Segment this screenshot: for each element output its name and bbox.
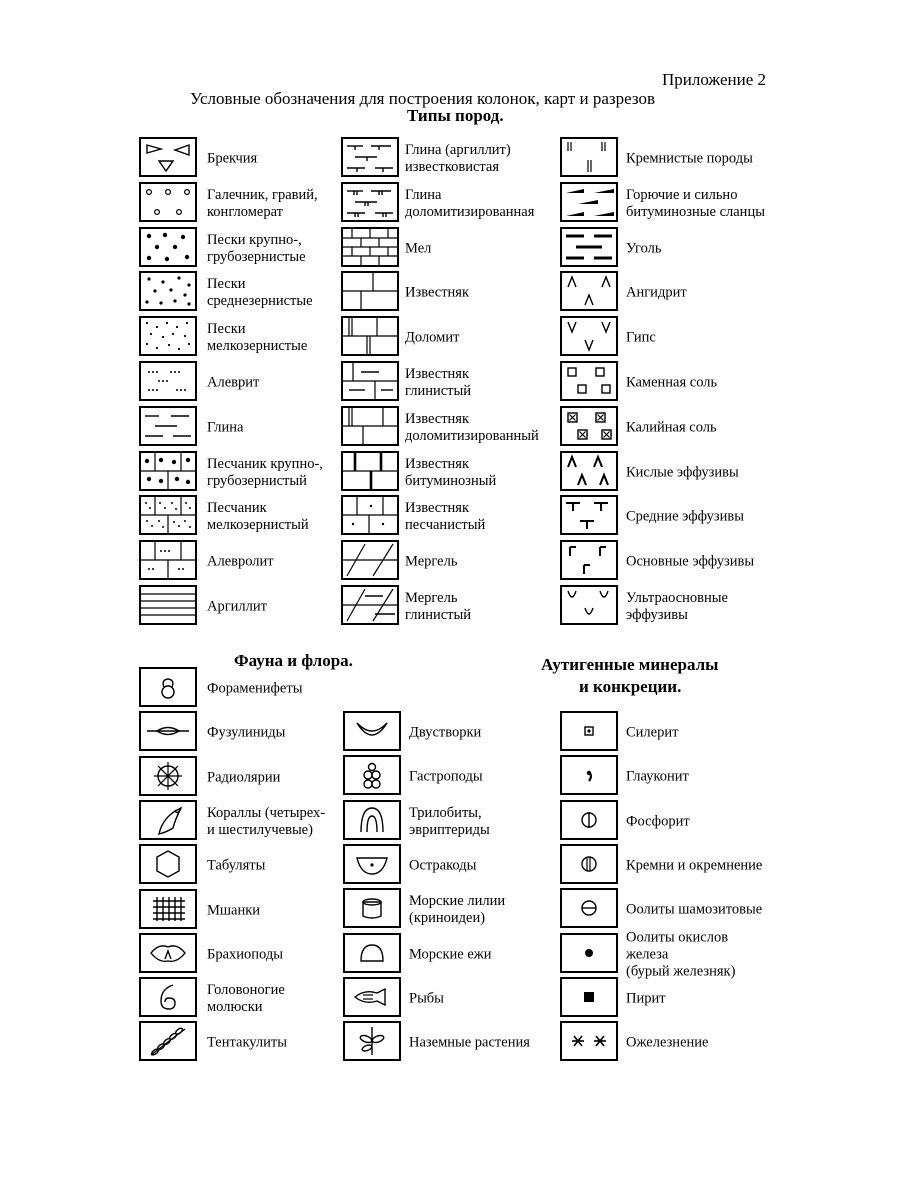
pebbles-icon (139, 182, 197, 222)
minerals-section-title-line1: Аутигенные минералы (541, 655, 719, 674)
legend-label: Трилобиты, эвриптериды (409, 804, 490, 838)
legend-entry (560, 361, 820, 405)
legend-label: Пески крупно-, грубозернистые (207, 231, 306, 265)
oil-shale-icon (560, 182, 618, 222)
intermediate-effusive-icon (560, 495, 618, 535)
crinoid-icon (343, 888, 401, 928)
legend-label: Пески мелкозернистые (207, 321, 308, 355)
legend-label: Калийная соль (626, 419, 717, 436)
legend-entry (560, 182, 820, 226)
legend-label: Горючие и сильно битуминозные сланцы (626, 186, 765, 220)
legend-entry (560, 271, 820, 315)
legend-label: Силерит (626, 724, 679, 741)
legend-label: Глауконит (626, 768, 689, 785)
legend-label: Кораллы (четырех- и шестилучевые) (207, 804, 326, 838)
trilobite-icon (343, 800, 401, 840)
legend-label: Мергель глинистый (405, 590, 472, 623)
legend-label: Известняк доломитизированный (405, 410, 539, 444)
legend-label: Кремнистые породы (626, 150, 753, 167)
fish-icon (343, 977, 401, 1017)
legend-entry (560, 1021, 820, 1065)
legend-label: Брахиоподы (207, 946, 283, 963)
legend-entry (560, 451, 820, 495)
legend-entry (560, 977, 820, 1021)
bryozoa-icon (139, 889, 197, 929)
bituminous-limestone-icon (341, 451, 399, 491)
legend-label: Глина (аргиллит) известковистая (405, 142, 511, 175)
phosphorite-icon (560, 800, 618, 840)
legend-label: Основные эффузивы (626, 553, 755, 570)
legend-entry (560, 844, 820, 888)
legend-label: Фузулиниды (207, 724, 286, 741)
ostracod-icon (343, 844, 401, 884)
legend-label: Песчаник мелкозернистый (207, 500, 309, 534)
tentaculite-icon (139, 1021, 197, 1061)
legend-label: Аргиллит (207, 598, 267, 615)
foraminifera-icon (139, 667, 197, 707)
radiolaria-icon (139, 756, 197, 796)
legend-label: Доломит (405, 329, 460, 346)
siderite-icon (560, 711, 618, 751)
legend-label: Мел (405, 240, 432, 257)
legend-label: Тентакулиты (207, 1034, 287, 1051)
legend-entry (139, 667, 399, 711)
legend-label: Уголь (626, 240, 662, 257)
legend-label: Оолиты окислов железа (бурый железняк) (626, 929, 736, 979)
legend-label: Ожелезнение (626, 1034, 709, 1051)
legend-label: Табуляты (207, 857, 266, 874)
breccia-icon (139, 137, 197, 177)
dolomite-icon (341, 316, 399, 356)
rock-types-title: Типы пород. (407, 106, 504, 125)
clay-icon (139, 406, 197, 446)
legend-label: Алевролит (207, 553, 274, 570)
legend-label: Радиолярии (207, 769, 281, 786)
legend-entry (560, 406, 820, 450)
coarse-sand-icon (139, 227, 197, 267)
legend-label: Рыбы (409, 990, 444, 1007)
marl-icon (341, 540, 399, 580)
fine-sand-icon (139, 316, 197, 356)
calcareous-clay-icon (341, 137, 399, 177)
legend-label: Мшанки (207, 902, 261, 918)
land-plant-icon (343, 1021, 401, 1061)
limestone-icon (341, 271, 399, 311)
legend-entry (560, 495, 820, 539)
tabulata-icon (139, 844, 197, 884)
clayey-marl-icon (341, 585, 399, 625)
glauconite-icon (560, 755, 618, 795)
flint-icon (560, 844, 618, 884)
fusulinid-icon (139, 711, 197, 751)
coarse-sandstone-icon (139, 451, 197, 491)
sea-urchin-icon (343, 933, 401, 973)
legend-label: Двустворки (409, 724, 482, 741)
legend-entry (560, 137, 820, 181)
rock-salt-icon (560, 361, 618, 401)
legend-label: Головоногие молюски (207, 982, 285, 1016)
legend-label: Кремни и окремнение (626, 857, 763, 874)
gastropod-icon (343, 755, 401, 795)
fine-sandstone-icon (139, 495, 197, 535)
basic-effusive-icon (560, 540, 618, 580)
legend-entry (560, 585, 820, 629)
legend-label: Мергель (405, 553, 458, 570)
legend-label: Известняк (405, 284, 470, 301)
ferruginization-icon (560, 1021, 618, 1061)
appendix-label: Приложение 2 (662, 70, 766, 89)
coal-icon (560, 227, 618, 267)
legend-entry (560, 929, 820, 979)
gypsum-icon (560, 316, 618, 356)
legend-label: Известняк песчанистый (405, 500, 486, 534)
legend-label: Брекчия (207, 150, 258, 167)
legend-label: Средние эффузивы (626, 508, 744, 525)
legend-label: Песчаник крупно-, грубозернистый (207, 455, 323, 489)
sandy-limestone-icon (341, 495, 399, 535)
legend-label: Глина доломитизированная (405, 186, 535, 220)
legend-entry (560, 316, 820, 360)
iron-oolite-icon (560, 933, 618, 973)
legend-label: Морские лилии (криноидеи) (409, 893, 506, 927)
siliceous-rocks-icon (560, 137, 618, 177)
legend-entry (560, 800, 820, 844)
legend-label: Ультраосновные эффузивы (626, 590, 728, 623)
bivalve-icon (343, 711, 401, 751)
brachiopod-icon (139, 933, 197, 973)
legend-label: Фосфорит (626, 813, 690, 830)
coral-icon (139, 800, 197, 840)
legend-label: Известняк битуминозный (405, 455, 497, 489)
legend-label: Известняк глинистый (405, 366, 472, 399)
legend-label: Фораменифеты (207, 680, 303, 697)
legend-label: Галечник, гравий, конгломерат (207, 186, 318, 220)
potash-salt-icon (560, 406, 618, 446)
legend-label: Алеврит (207, 374, 260, 391)
medium-sand-icon (139, 271, 197, 311)
legend-entry (560, 888, 820, 932)
legend-entry (560, 540, 820, 584)
argillite-icon (139, 585, 197, 625)
chamosite-oolite-icon (560, 888, 618, 928)
fauna-section-title: Фауна и флора. (234, 651, 353, 670)
silt-icon (139, 361, 197, 401)
anhydrite-icon (560, 271, 618, 311)
minerals-section-title-line2: и конкреции. (579, 677, 682, 696)
legend-label: Остракоды (409, 857, 477, 874)
legend-label: Ангидрит (626, 284, 687, 301)
legend-label: Пески среднезернистые (207, 276, 313, 310)
clayey-limestone-icon (341, 361, 399, 401)
ultrabasic-effusive-icon (560, 585, 618, 625)
siltstone-icon (139, 540, 197, 580)
legend-label: Гастроподы (409, 768, 483, 785)
legend-entry (560, 227, 820, 271)
legend-entry (560, 755, 820, 799)
legend-label: Пирит (626, 990, 666, 1007)
acid-effusive-icon (560, 451, 618, 491)
legend-label: Оолиты шамозитовые (626, 901, 763, 918)
legend-label: Морские ежи (409, 946, 492, 962)
page-title: Условные обозначения для построения колонок, карт и разрезов (190, 89, 655, 108)
legend-label: Каменная соль (626, 374, 718, 391)
dolomitic-clay-icon (341, 182, 399, 222)
legend-label: Гипс (626, 329, 656, 346)
legend-label: Глина (207, 419, 244, 436)
pyrite-icon (560, 977, 618, 1017)
legend-entry (560, 711, 820, 755)
cephalopod-icon (139, 977, 197, 1017)
legend-label: Кислые эффузивы (626, 464, 739, 481)
chalk-icon (341, 227, 399, 267)
dolomitic-limestone-icon (341, 406, 399, 446)
legend-label: Наземные растения (409, 1034, 530, 1051)
